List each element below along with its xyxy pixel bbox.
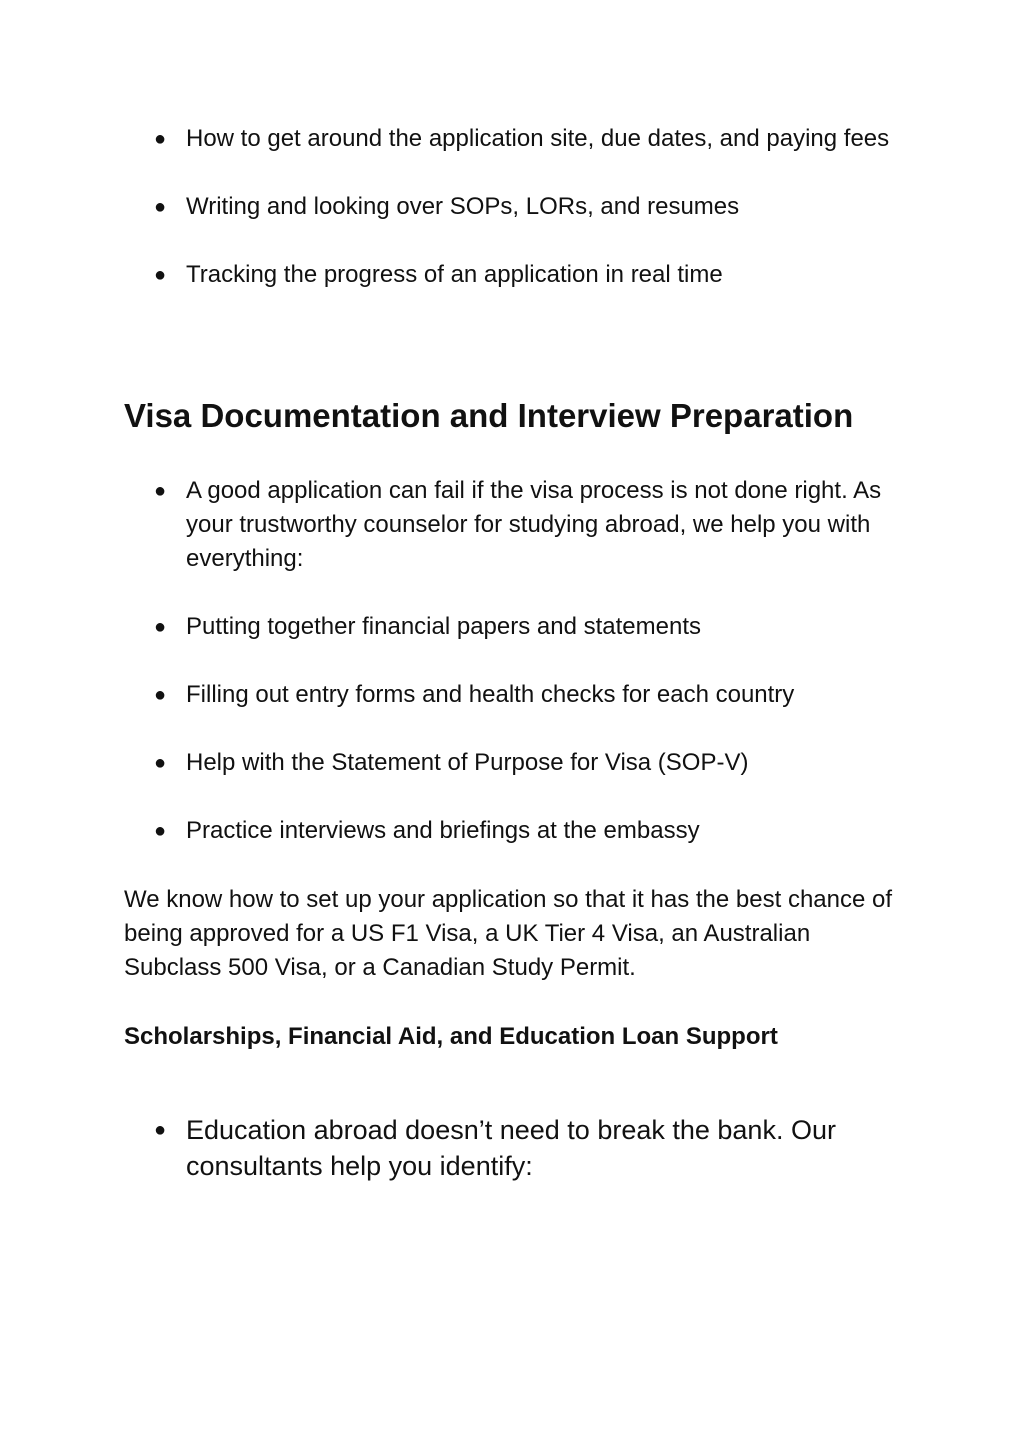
list-item-text: Writing and looking over SOPs, LORs, and resumes [186, 193, 740, 220]
application-support-list [124, 122, 914, 326]
list-item [124, 678, 914, 712]
bullet-icon: ● [154, 128, 167, 150]
visa-section-heading: Visa Documentation and Interview Preparation [124, 397, 854, 434]
bullet-icon: ● [154, 264, 167, 286]
list-item [124, 474, 914, 576]
list-item [124, 190, 914, 224]
list-item-text: Education abroad doesn’t need to break the bank. Our consultants help you identify: [186, 1115, 836, 1181]
list-item [124, 1112, 914, 1184]
list-item-text: Putting together financial papers and statements [186, 613, 701, 640]
list-item-text: Tracking the progress of an application in real time [186, 261, 723, 288]
bullet-icon: ● [154, 752, 167, 774]
list-item [124, 610, 914, 644]
bullet-icon: ● [154, 616, 167, 638]
visa-support-list [124, 474, 914, 882]
list-item [124, 746, 914, 780]
list-item-text: A good application can fail if the visa process is not done right. As your trustworthy counselor for studying abroad, we help you with everything: [186, 477, 882, 572]
bullet-icon: ● [154, 196, 167, 218]
list-item-text: How to get around the application site, due dates, and paying fees [186, 125, 890, 152]
bullet-icon: ● [154, 684, 167, 706]
list-item [124, 258, 914, 292]
bullet-icon: ● [154, 480, 167, 502]
bullet-icon: ● [154, 820, 167, 842]
list-item-text: Help with the Statement of Purpose for Visa (SOP-V) [186, 749, 749, 776]
list-item-text: Filling out entry forms and health checks for each country [186, 681, 795, 708]
scholarship-section-heading: Scholarships, Financial Aid, and Education Loan Support [124, 1023, 778, 1050]
list-item [124, 814, 914, 848]
visa-paragraph: We know how to set up your application so that it has the best chance of being approved for a US F1 Visa, a UK Tier 4 Visa, an Australian Subclass 500 Visa, or a Canadian Study Permit. [124, 886, 893, 981]
scholarship-list [124, 1112, 914, 1184]
list-item-text: Practice interviews and briefings at the embassy [186, 817, 700, 844]
list-item [124, 122, 914, 156]
bullet-icon: ● [154, 1119, 167, 1141]
